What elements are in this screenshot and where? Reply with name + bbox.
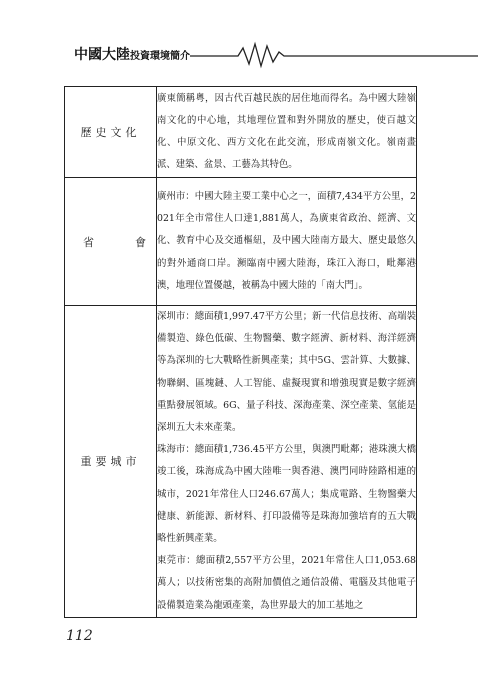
table-row-history xyxy=(65,87,417,178)
header-title-main: 中國大陸 xyxy=(74,47,130,63)
paragraph: 廣東簡稱粵，因古代百越民族的居住地而得名。為中國大陸嶺南文化的中心地，其地理位置和對外開放的歷史，使百越文化、中原文化、西方文化在此交流，形成南嶺文化。嶺南畫派、建築、盆景、工藝為其特色。 xyxy=(157,92,416,171)
row-label-capital-right: 會 xyxy=(135,235,146,249)
header-title-sub: 投資環境簡介 xyxy=(130,51,190,62)
row-content-capital xyxy=(157,178,417,306)
row-content-cities xyxy=(157,306,417,618)
paragraph-dongguan: 東莞市：總面積2,557平方公里，2021年常住人口1,053.68萬人；以技術密集的高附加價值之通信設備、電腦及其他電子設備製造業為龍頭產業，為世界最大的加工基地之 xyxy=(157,555,416,611)
row-label-capital-left: 省 xyxy=(83,235,94,249)
row-content-history xyxy=(157,87,417,178)
table-row-capital xyxy=(65,178,417,306)
table-row-cities xyxy=(65,306,417,618)
row-label-cities: 重要城市 xyxy=(65,306,157,618)
heartbeat-line-graphic xyxy=(0,40,480,70)
page-number: 112 xyxy=(66,628,93,644)
info-table xyxy=(64,86,417,618)
page-header xyxy=(0,0,480,70)
paragraph-zhuhai: 珠海市：總面積1,736.45平方公里，與澳門毗鄰；港珠澳大橋竣工後，珠海成為中國大陸唯一與香港、澳門同時陸路相連的城市，2021年常住人口246.67萬人；集成電路、生物醫藥大健康、新能源、新材料、打印設備等是珠海加強培育的五大戰略性新興產業。 xyxy=(157,444,416,545)
row-label-capital xyxy=(65,178,157,306)
header-title xyxy=(74,44,190,64)
paragraph: 廣州市：中國大陸主要工業中心之一，面積7,434平方公里，2021年全市常住人口達1,881萬人，為廣東省政治、經濟、文化、教育中心及交通樞紐，及中國大陸南方最大、歷史最悠久的對外通商口岸。瀕臨南中國大陸海，珠江入海口，毗鄰港澳，地理位置優越，被稱為中國大陸的「南大門」。 xyxy=(157,190,416,291)
paragraph-shenzhen: 深圳市：總面積1,997.47平方公里；新一代信息技術、高端裝備製造、綠色低碳、生物醫藥、數字經濟、新材料、海洋經濟等為深圳的七大戰略性新興產業；其中5G、雲計算、大數據、物聯網、區塊鏈、人工智能、虛擬現實和增強現實是數字經濟重點發展領域。6G、量子科技、深海產業、深空產業、氫能是深圳五大未來產業。 xyxy=(157,311,416,434)
row-label-history: 歷史文化 xyxy=(65,87,157,178)
